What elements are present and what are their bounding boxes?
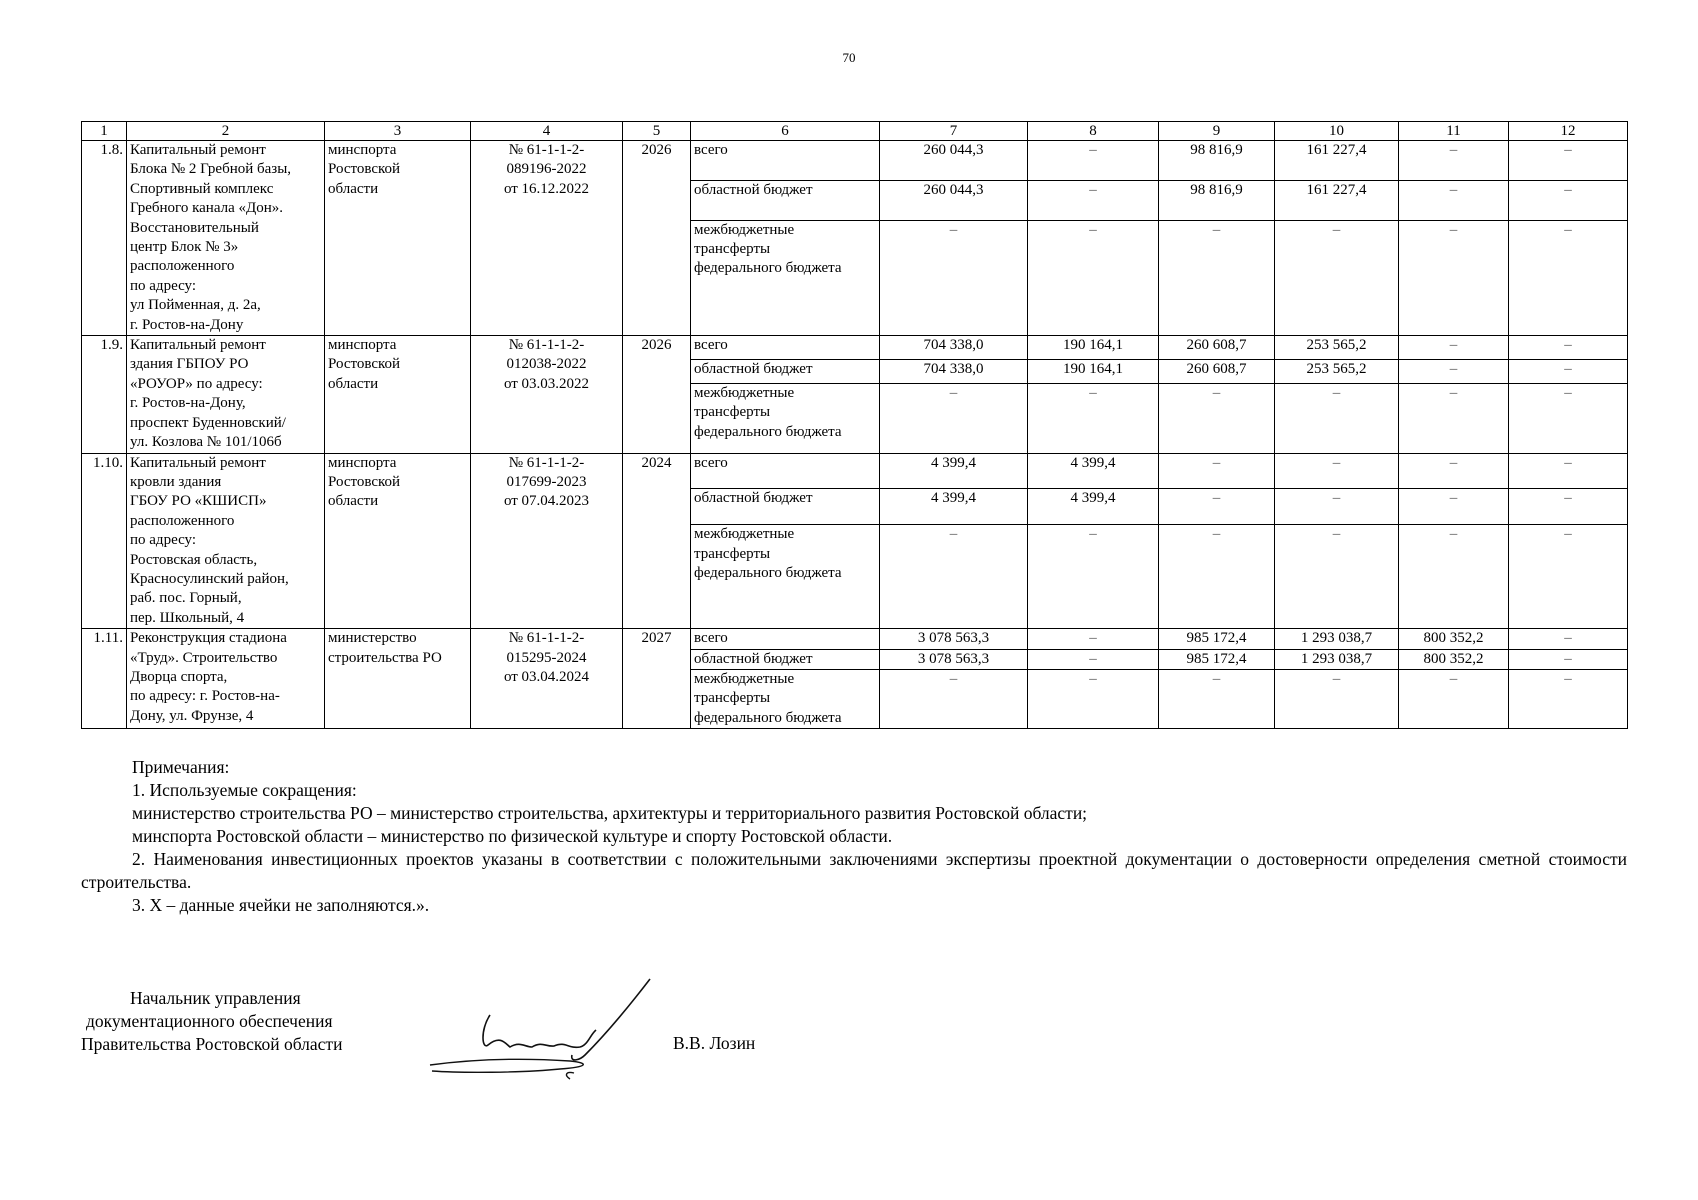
amount-cell: – [1399, 383, 1509, 453]
amount-cell: – [1399, 669, 1509, 728]
amount-cell: 253 565,2 [1275, 336, 1399, 360]
funding-source: межбюджетные трансферты федерального бюджета [691, 220, 880, 336]
table-row [82, 336, 1628, 360]
funding-source: областной бюджет [691, 649, 880, 669]
responsible-agency: министерство строительства РО [325, 629, 471, 729]
amount-cell: – [1509, 453, 1628, 489]
row-number: 1.9. [82, 336, 127, 453]
amount-cell: – [1509, 629, 1628, 649]
amount-cell: 260 608,7 [1159, 336, 1275, 360]
note-item: 1. Используемые сокращения: [132, 780, 357, 800]
amount-cell: – [1509, 220, 1628, 336]
table-row [82, 629, 1628, 649]
amount-cell: – [880, 525, 1028, 629]
amount-cell: – [880, 669, 1028, 728]
amount-cell: – [1509, 360, 1628, 384]
amount-cell: – [1399, 525, 1509, 629]
position-line: документационного обеспечения [86, 1011, 333, 1031]
amount-cell: 3 078 563,3 [880, 649, 1028, 669]
funding-source: межбюджетные трансферты федерального бюджета [691, 669, 880, 728]
note-item: минспорта Ростовской области – министерство по физической культуре и спорту Ростовской области. [132, 826, 893, 846]
amount-cell: – [1159, 489, 1275, 525]
amount-cell: – [1509, 383, 1628, 453]
page-number: 70 [842, 50, 856, 65]
amount-cell: 4 399,4 [1028, 489, 1159, 525]
project-name: Капитальный ремонт кровли здания ГБОУ РО «КШИСП» расположенного по адресу: Ростовская область, Красносулинский район, раб. пос. Горный, пер. Школьный, 4 [127, 453, 325, 629]
table-row [82, 141, 1628, 181]
amount-cell: – [1275, 383, 1399, 453]
amount-cell: – [1509, 669, 1628, 728]
responsible-agency: минспорта Ростовской области [325, 336, 471, 453]
amount-cell: 1 293 038,7 [1275, 629, 1399, 649]
amount-cell: – [1509, 489, 1628, 525]
header-cell: 7 [880, 122, 1028, 141]
notes-heading: Примечания: [132, 757, 230, 777]
amount-cell: – [1275, 525, 1399, 629]
amount-cell: – [1509, 336, 1628, 360]
funding-source: всего [691, 453, 880, 489]
amount-cell: – [1275, 453, 1399, 489]
amount-cell: 161 227,4 [1275, 180, 1399, 220]
header-cell: 4 [471, 122, 623, 141]
amount-cell: – [1028, 669, 1159, 728]
funding-source: областной бюджет [691, 180, 880, 220]
funding-source: межбюджетные трансферты федерального бюджета [691, 525, 880, 629]
amount-cell: 253 565,2 [1275, 360, 1399, 384]
header-row [82, 122, 1628, 141]
expertise-document: № 61-1-1-2- 089196-2022 от 16.12.2022 [471, 141, 623, 336]
amount-cell: – [1509, 649, 1628, 669]
amount-cell: – [880, 220, 1028, 336]
amount-cell: – [1159, 383, 1275, 453]
amount-cell: 190 164,1 [1028, 360, 1159, 384]
amount-cell: – [1275, 489, 1399, 525]
amount-cell: 3 078 563,3 [880, 629, 1028, 649]
amount-cell: 260 044,3 [880, 180, 1028, 220]
header-cell: 2 [127, 122, 325, 141]
amount-cell: 260 044,3 [880, 141, 1028, 181]
amount-cell: – [1509, 180, 1628, 220]
expertise-document: № 61-1-1-2- 017699-2023 от 07.04.2023 [471, 453, 623, 629]
amount-cell: 704 338,0 [880, 336, 1028, 360]
completion-year: 2026 [623, 336, 691, 453]
amount-cell: – [880, 383, 1028, 453]
header-cell: 1 [82, 122, 127, 141]
responsible-agency: минспорта Ростовской области [325, 453, 471, 629]
position-line: Начальник управления [130, 988, 301, 1008]
note-item: 2. Наименования инвестиционных проектов указаны в соответствии с положительными заключениями экспертизы проектной документации о достоверности определения сметной стоимости строительства. [81, 849, 1627, 892]
amount-cell: 161 227,4 [1275, 141, 1399, 181]
header-cell: 8 [1028, 122, 1159, 141]
amount-cell: 190 164,1 [1028, 336, 1159, 360]
amount-cell: – [1399, 141, 1509, 181]
header-cell: 6 [691, 122, 880, 141]
amount-cell: – [1399, 220, 1509, 336]
notes-section [81, 756, 1627, 917]
row-number: 1.8. [82, 141, 127, 336]
responsible-agency: минспорта Ростовской области [325, 141, 471, 336]
amount-cell: – [1159, 669, 1275, 728]
expertise-document: № 61-1-1-2- 015295-2024 от 03.04.2024 [471, 629, 623, 729]
position-line: Правительства Ростовской области [81, 1034, 343, 1054]
header-cell: 12 [1509, 122, 1628, 141]
amount-cell: – [1028, 220, 1159, 336]
header-cell: 3 [325, 122, 471, 141]
amount-cell: – [1028, 649, 1159, 669]
amount-cell: 98 816,9 [1159, 180, 1275, 220]
header-cell: 10 [1275, 122, 1399, 141]
amount-cell: – [1028, 383, 1159, 453]
note-item: министерство строительства РО – министерство строительства, архитектуры и территориального развития Ростовской области; [132, 803, 1088, 823]
header-cell: 11 [1399, 122, 1509, 141]
amount-cell: – [1509, 141, 1628, 181]
funding-source: областной бюджет [691, 489, 880, 525]
funding-source: всего [691, 141, 880, 181]
row-number: 1.11. [82, 629, 127, 729]
amount-cell: – [1159, 453, 1275, 489]
handwritten-signature [420, 975, 660, 1085]
header-cell: 5 [623, 122, 691, 141]
amount-cell: – [1028, 180, 1159, 220]
header-cell: 9 [1159, 122, 1275, 141]
amount-cell: – [1399, 180, 1509, 220]
note-item: 3. X – данные ячейки не заполняются.». [132, 895, 430, 915]
project-name: Капитальный ремонт здания ГБПОУ РО «РОУОР» по адресу: г. Ростов-на-Дону, проспект Буденновский/ ул. Козлова № 101/106б [127, 336, 325, 453]
amount-cell: – [1159, 220, 1275, 336]
amount-cell: 985 172,4 [1159, 629, 1275, 649]
amount-cell: – [1159, 525, 1275, 629]
funding-source: областной бюджет [691, 360, 880, 384]
amount-cell: 800 352,2 [1399, 649, 1509, 669]
amount-cell: – [1028, 629, 1159, 649]
row-number: 1.10. [82, 453, 127, 629]
amount-cell: – [1399, 360, 1509, 384]
amount-cell: 98 816,9 [1159, 141, 1275, 181]
amount-cell: 4 399,4 [880, 489, 1028, 525]
amount-cell: – [1028, 525, 1159, 629]
amount-cell: 4 399,4 [1028, 453, 1159, 489]
amount-cell: – [1028, 141, 1159, 181]
amount-cell: 260 608,7 [1159, 360, 1275, 384]
amount-cell: 985 172,4 [1159, 649, 1275, 669]
table-row [82, 453, 1628, 489]
signatory-name: В.В. Лозин [673, 1033, 756, 1053]
amount-cell: 4 399,4 [880, 453, 1028, 489]
completion-year: 2024 [623, 453, 691, 629]
project-name: Реконструкция стадиона «Труд». Строительство Дворца спорта, по адресу: г. Ростов-на- Дону, ул. Фрунзе, 4 [127, 629, 325, 729]
amount-cell: – [1275, 220, 1399, 336]
amount-cell: – [1275, 669, 1399, 728]
investment-projects-table [81, 121, 1628, 729]
completion-year: 2027 [623, 629, 691, 729]
amount-cell: – [1399, 336, 1509, 360]
project-name: Капитальный ремонт Блока № 2 Гребной базы, Спортивный комплекс Гребного канала «Дон». Восстановительный центр Блок № 3» расположенного по адресу: ул Пойменная, д. 2а, г. Ростов-на-Дону [127, 141, 325, 336]
signatory-position [81, 987, 342, 1056]
amount-cell: 704 338,0 [880, 360, 1028, 384]
funding-source: межбюджетные трансферты федерального бюджета [691, 383, 880, 453]
amount-cell: – [1399, 489, 1509, 525]
funding-source: всего [691, 629, 880, 649]
amount-cell: 1 293 038,7 [1275, 649, 1399, 669]
expertise-document: № 61-1-1-2- 012038-2022 от 03.03.2022 [471, 336, 623, 453]
amount-cell: – [1509, 525, 1628, 629]
funding-source: всего [691, 336, 880, 360]
amount-cell: – [1399, 453, 1509, 489]
completion-year: 2026 [623, 141, 691, 336]
amount-cell: 800 352,2 [1399, 629, 1509, 649]
